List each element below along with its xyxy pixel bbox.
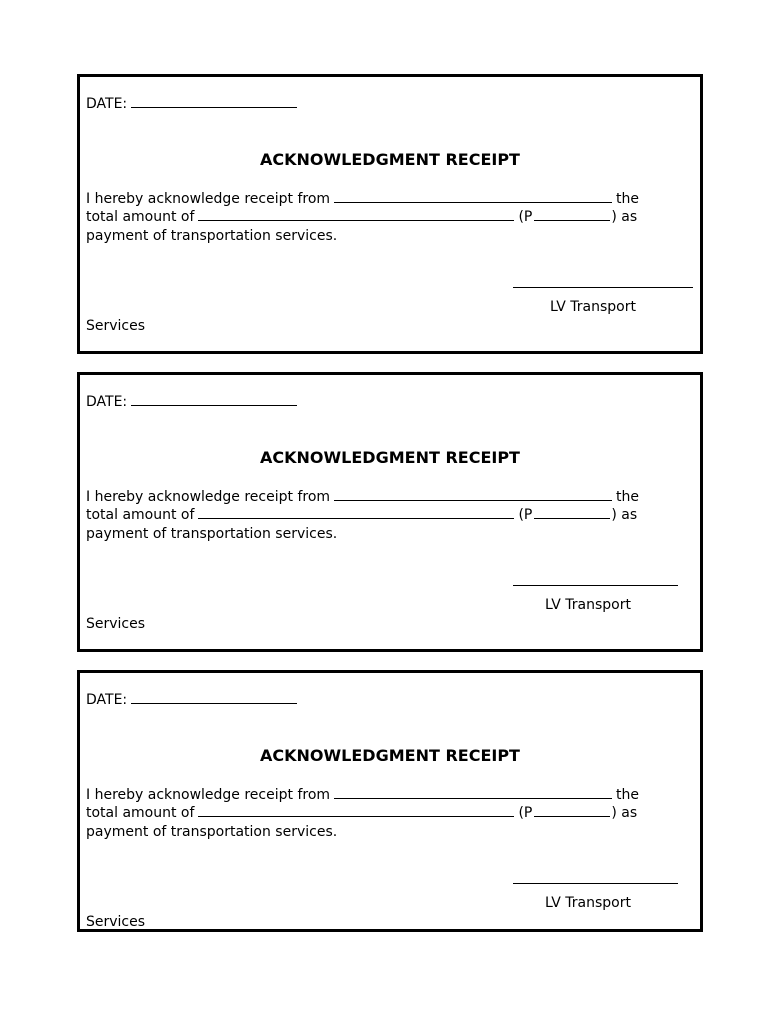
payer-blank-line [334,190,612,203]
signature-line [513,883,678,885]
peso-close: ) as [611,507,638,523]
body-line-2-prefix: total amount of [86,507,195,523]
body-line-2 [86,208,637,226]
signature-line [513,287,693,289]
receipt-card [77,372,703,652]
signatory-name: LV Transport [545,597,631,613]
receipt-title: ACKNOWLEDGMENT RECEIPT [260,746,520,765]
amount-figure-blank-line [534,506,610,519]
body-line-2 [86,804,637,822]
footer-services: Services [86,318,146,334]
peso-open: (P [518,805,533,821]
body-line-2-prefix: total amount of [86,209,195,225]
amount-figure-blank-line [534,804,610,817]
body-line-3: payment of transportation services. [86,526,338,542]
receipt-card [77,670,703,932]
receipt-card [77,74,703,354]
body-line-2 [86,506,637,524]
body-line-3: payment of transportation services. [86,824,338,840]
date-blank-line [131,95,297,108]
peso-open: (P [518,209,533,225]
receipt-title: ACKNOWLEDGMENT RECEIPT [260,448,520,467]
date-row [86,393,297,411]
amount-figure-blank-line [534,208,610,221]
body-line-1-prefix: I hereby acknowledge receipt from [86,787,331,803]
receipt-title: ACKNOWLEDGMENT RECEIPT [260,150,520,169]
payer-blank-line [334,488,612,501]
date-label: DATE: [86,96,128,112]
peso-open: (P [518,507,533,523]
signature-line [513,585,678,587]
peso-close: ) as [611,209,638,225]
date-label: DATE: [86,394,128,410]
body-line-1 [86,488,639,506]
body-line-1-suffix: the [616,787,640,803]
date-label: DATE: [86,692,128,708]
payer-blank-line [334,786,612,799]
peso-close: ) as [611,805,638,821]
body-line-1-suffix: the [616,191,640,207]
body-line-3: payment of transportation services. [86,228,338,244]
date-blank-line [131,691,297,704]
amount-words-blank-line [198,506,514,519]
body-line-1-suffix: the [616,489,640,505]
body-line-1-prefix: I hereby acknowledge receipt from [86,489,331,505]
body-line-1 [86,786,639,804]
footer-services: Services [86,616,146,632]
amount-words-blank-line [198,804,514,817]
date-row [86,691,297,709]
date-blank-line [131,393,297,406]
footer-services: Services [86,914,146,930]
body-line-2-prefix: total amount of [86,805,195,821]
amount-words-blank-line [198,208,514,221]
body-line-1-prefix: I hereby acknowledge receipt from [86,191,331,207]
signatory-name: LV Transport [545,895,631,911]
body-line-1 [86,190,639,208]
signatory-name: LV Transport [550,299,636,315]
date-row [86,95,297,113]
